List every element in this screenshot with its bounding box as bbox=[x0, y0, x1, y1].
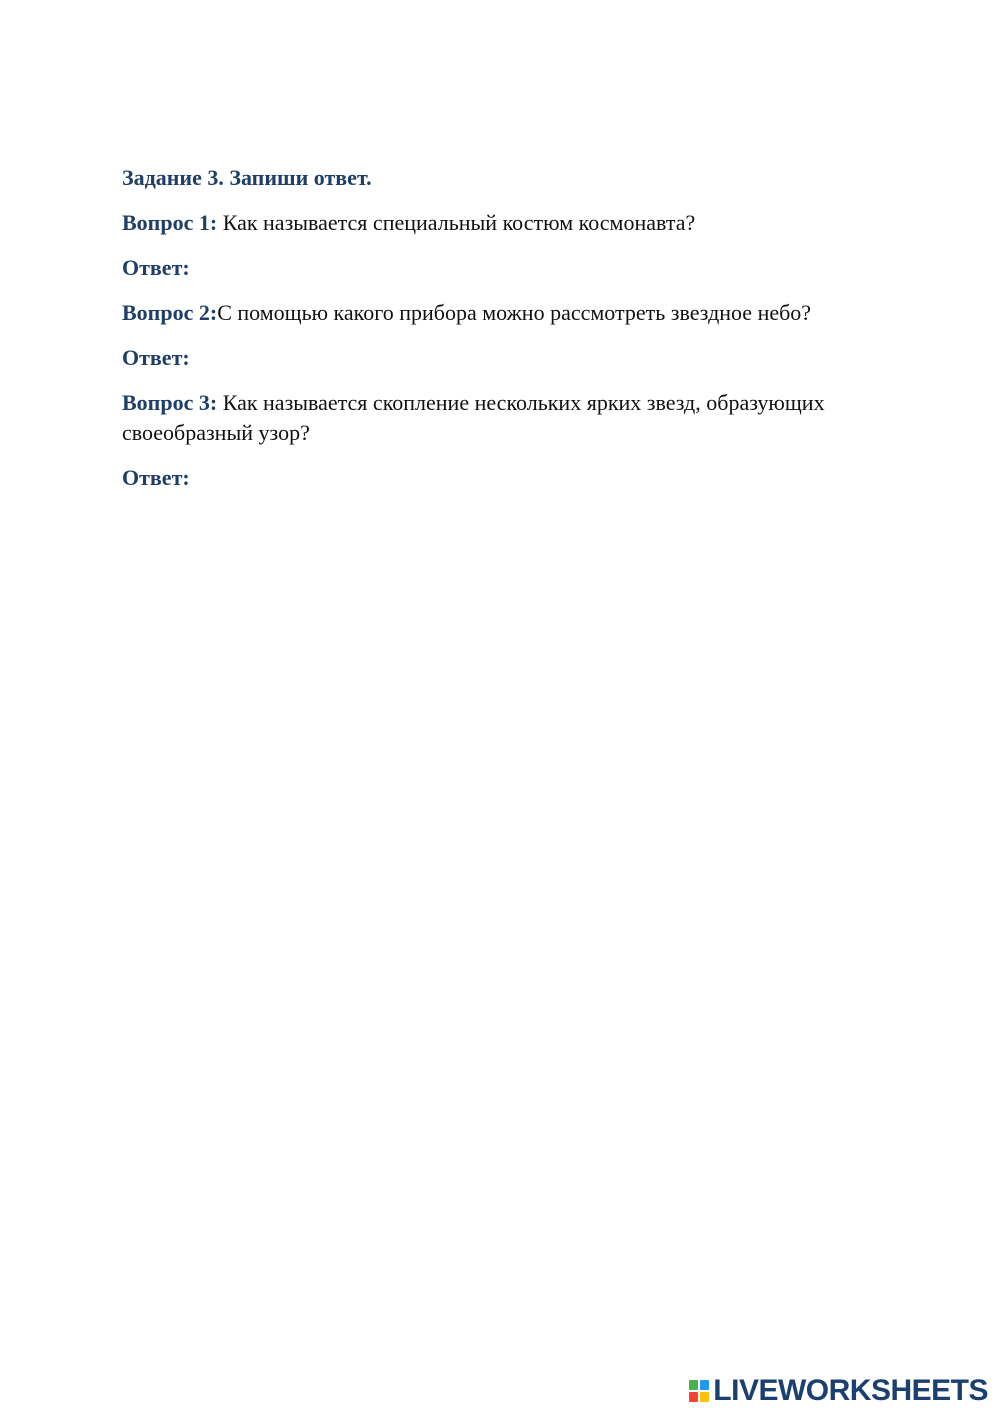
question-2 bbox=[122, 298, 902, 328]
logo-square-yellow bbox=[700, 1392, 709, 1402]
worksheet-content bbox=[122, 163, 902, 508]
logo-square-blue bbox=[700, 1380, 709, 1390]
question-3 bbox=[122, 388, 902, 448]
question-1-text: Как называется специальный костюм космонавта? bbox=[217, 210, 696, 235]
question-1-label: Вопрос 1: bbox=[122, 210, 218, 235]
answer-1-label: Ответ: bbox=[122, 255, 190, 280]
task-title: Задание 3. Запиши ответ. bbox=[122, 165, 372, 190]
logo-square-red bbox=[689, 1392, 698, 1402]
liveworksheets-logo bbox=[689, 1375, 988, 1407]
question-2-text: С помощью какого прибора можно рассмотреть звездное небо? bbox=[217, 300, 812, 325]
question-2-label: Вопрос 2: bbox=[122, 300, 218, 325]
answer-2-label: Ответ: bbox=[122, 345, 190, 370]
answer-3-label: Ответ: bbox=[122, 465, 190, 490]
logo-square-green bbox=[689, 1380, 698, 1390]
logo-mark-icon bbox=[689, 1380, 709, 1402]
logo-text: LIVEWORKSHEETS bbox=[713, 1374, 988, 1407]
question-3-text: Как называется скопление нескольких ярких звезд, образующих своеобразный узор? bbox=[122, 390, 825, 445]
question-1 bbox=[122, 208, 902, 238]
question-3-label: Вопрос 3: bbox=[122, 390, 218, 415]
